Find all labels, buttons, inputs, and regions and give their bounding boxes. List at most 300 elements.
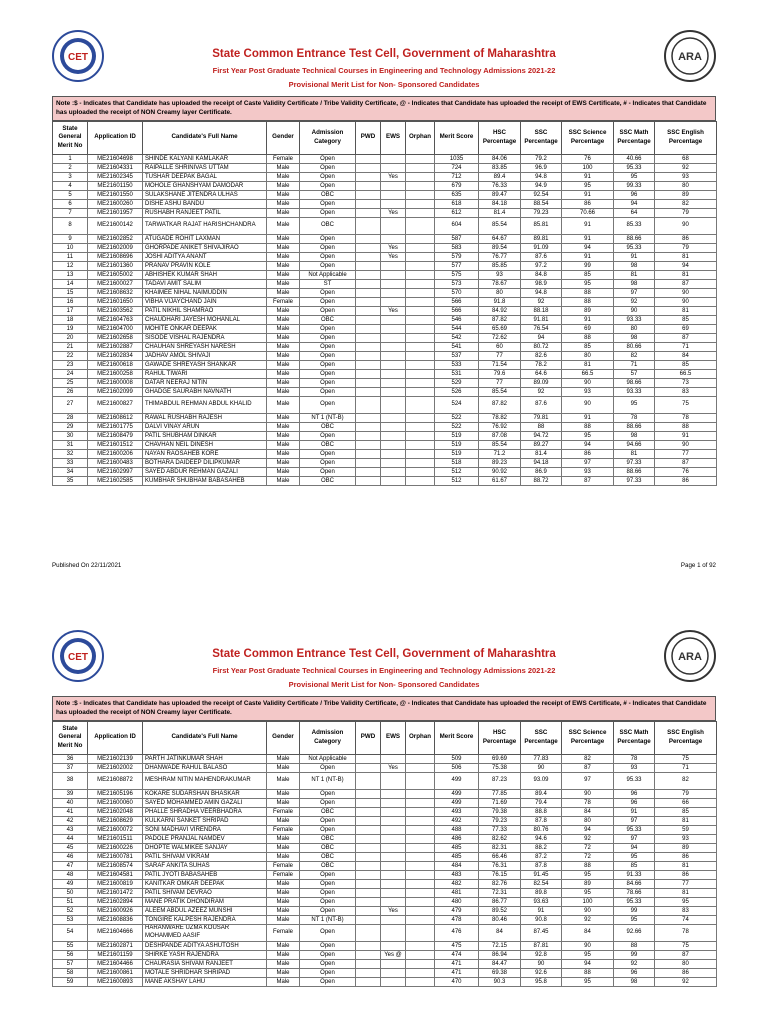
table-cell: ME21601650 [88,297,143,306]
table-cell: 79.23 [479,816,521,825]
table-cell [381,807,406,816]
table-cell: Open [300,431,356,440]
table-cell [381,351,406,360]
table-cell: 499 [435,798,479,807]
table-cell: Male [267,476,300,485]
table-cell [381,977,406,986]
table-cell: 471 [435,959,479,968]
table-cell: Open [300,467,356,476]
table-cell: ME21608574 [88,861,143,870]
table-cell [381,968,406,977]
table-cell: 87.82 [479,396,521,413]
table-cell [406,888,435,897]
table-header-row [53,721,717,754]
table-cell: 81 [655,252,717,261]
table-row [53,234,717,243]
table-cell: 88.54 [521,199,562,208]
table-cell: 475 [435,941,479,950]
column-header: SSC Percentage [521,721,562,754]
table-cell: 91 [614,252,655,261]
table-cell [381,440,406,449]
column-header: SSC Math Percentage [614,721,655,754]
table-cell: 83 [655,906,717,915]
table-cell: 92 [521,297,562,306]
table-cell: DALVI VINAY ARUN [143,422,267,431]
table-cell: 79.23 [521,208,562,217]
table-cell: ME21601775 [88,422,143,431]
table-cell: 89.09 [521,378,562,387]
table-cell: 78.82 [479,413,521,422]
page-title: State Common Entrance Test Cell, Government of Maharashtra [212,648,556,660]
table-cell: 95 [655,897,717,906]
table-cell: 88.18 [521,306,562,315]
table-cell: 59 [53,977,88,986]
table-cell: 66 [655,798,717,807]
table-cell: 85.33 [614,217,655,234]
table-cell: 85 [655,807,717,816]
table-cell: 82 [614,351,655,360]
table-cell: 542 [435,333,479,342]
table-row [53,431,717,440]
table-cell: 85 [562,270,614,279]
table-cell: 99 [614,906,655,915]
table-cell: 93 [655,834,717,843]
table-cell: 2 [53,163,88,172]
table-cell [381,154,406,163]
table-cell [381,924,406,941]
table-cell: MESHRAM NITIN MAHENDRAKUMAR [143,772,267,789]
column-header: State General Merit No [53,721,88,754]
table-cell: ME21602585 [88,476,143,485]
table-cell [381,270,406,279]
table-cell: Open [300,816,356,825]
table-cell [406,306,435,315]
table-cell: 27 [53,396,88,413]
table-cell [406,458,435,467]
table-cell: 46 [53,852,88,861]
table-row [53,270,717,279]
table-cell: 34 [53,467,88,476]
table-cell: 29 [53,422,88,431]
table-row [53,467,717,476]
table-cell: SAYED MOHAMMED AMIN GAZALI [143,798,267,807]
table-cell: Open [300,324,356,333]
table-cell: 92 [562,834,614,843]
table-cell: 1 [53,154,88,163]
table-cell: ME21601957 [88,208,143,217]
table-cell: 78.67 [479,279,521,288]
table-cell: 97 [562,772,614,789]
table-cell: ME21602139 [88,754,143,763]
table-cell: ME21601550 [88,190,143,199]
table-row [53,208,717,217]
table-row [53,297,717,306]
table-cell: 481 [435,888,479,897]
table-cell [356,306,381,315]
table-cell: SHINDE KALYANI KAMLAKAR [143,154,267,163]
table-cell [356,816,381,825]
table-cell: 77 [655,879,717,888]
table-cell: 90 [655,297,717,306]
table-cell: Male [267,315,300,324]
table-cell: 485 [435,852,479,861]
table-cell: 89.8 [521,888,562,897]
table-cell: 64 [614,208,655,217]
table-cell [356,422,381,431]
table-row [53,351,717,360]
column-header: Merit Score [435,121,479,154]
table-cell: 92 [655,977,717,986]
table-cell: 76.54 [521,324,562,333]
table-cell: Open [300,234,356,243]
table-cell [381,852,406,861]
table-cell: TARWATKAR RAJAT HARISHCHANDRA [143,217,267,234]
table-cell: 79.2 [521,154,562,163]
table-cell: 23 [53,360,88,369]
table-cell: Open [300,789,356,798]
table-cell: Male [267,396,300,413]
table-cell: 84.66 [614,879,655,888]
table-row [53,458,717,467]
table-cell: 75 [655,396,717,413]
merit-list-page-1 [52,30,716,486]
table-row [53,977,717,986]
table-cell: ME21602997 [88,467,143,476]
table-row [53,396,717,413]
table-cell [406,798,435,807]
table-cell: 86.9 [521,467,562,476]
table-cell: Male [267,306,300,315]
table-cell: 88 [521,422,562,431]
table-cell: Open [300,977,356,986]
table-cell: 44 [53,834,88,843]
table-cell [356,834,381,843]
table-cell: 587 [435,234,479,243]
table-cell: 90 [655,217,717,234]
table-cell [381,422,406,431]
table-cell: 79 [655,208,717,217]
table-cell: Open [300,396,356,413]
table-cell [381,915,406,924]
table-cell: 80.46 [479,915,521,924]
page-number: Page 1 of 92 [680,562,716,569]
table-cell: Open [300,243,356,252]
table-cell: 76.92 [479,422,521,431]
table-cell: 88.72 [521,476,562,485]
table-cell [406,190,435,199]
table-cell: 87 [562,476,614,485]
column-header: Gender [267,121,300,154]
table-cell [406,208,435,217]
table-cell: 91 [655,431,717,440]
table-cell: ME21600926 [88,906,143,915]
table-cell: Male [267,351,300,360]
table-cell: 97 [614,834,655,843]
table-cell: ME21608629 [88,816,143,825]
table-cell: 48 [53,870,88,879]
table-cell: DATAR NEERAJ NITIN [143,378,267,387]
table-cell: KUMBHAR SHUBHAM BABASAHEB [143,476,267,485]
table-cell [356,163,381,172]
table-cell: 15 [53,288,88,297]
table-cell: 77.85 [479,789,521,798]
table-cell: 94 [562,959,614,968]
table-cell: 89.52 [479,906,521,915]
table-cell: Male [267,843,300,852]
table-cell: 604 [435,217,479,234]
table-cell: Female [267,825,300,834]
table-cell: 471 [435,968,479,977]
table-cell: 20 [53,333,88,342]
table-cell: 95 [562,181,614,190]
table-cell: 30 [53,431,88,440]
table-cell [406,816,435,825]
table-cell: Yes [381,906,406,915]
table-cell: 88 [655,422,717,431]
table-cell: 492 [435,816,479,825]
table-cell: 87.8 [521,816,562,825]
table-cell: Open [300,888,356,897]
table-cell: 33 [53,458,88,467]
table-cell: PATIL SHIVAM VIKRAM [143,852,267,861]
table-cell: 84.18 [479,199,521,208]
table-cell: NT 1 (NT-B) [300,772,356,789]
table-cell: 72 [562,852,614,861]
table-cell: ME21600861 [88,968,143,977]
table-cell: KOKARE SUDARSHAN BHASKAR [143,789,267,798]
table-cell: 86 [655,234,717,243]
table-cell: 531 [435,369,479,378]
table-cell: 85.54 [479,387,521,396]
column-header: SSC Percentage [521,121,562,154]
table-row [53,879,717,888]
table-cell: 69 [562,324,614,333]
table-cell: 86 [655,968,717,977]
table-row [53,413,717,422]
table-cell: PATIL SHIVAM DEVRAO [143,888,267,897]
table-cell: ME21608836 [88,915,143,924]
table-cell: 7 [53,208,88,217]
table-cell: OBC [300,422,356,431]
table-cell: ME21602658 [88,333,143,342]
table-cell [381,879,406,888]
table-cell [356,906,381,915]
table-cell: PRANAV PRAVIN KOLE [143,261,267,270]
note-box: Note :$ - Indicates that Candidate has uploaded the receipt of Caste Validity Certificate / Tribe Validity Certificate, @ - Indicates that Candidate has uploaded the receipt of EWS Certificate, # - Indicates that Candidate has uploaded the receipt of NON Creamy layer Certificate. [52,696,716,721]
table-cell [356,190,381,199]
table-cell: 95 [562,888,614,897]
table-cell: 74 [655,915,717,924]
table-cell: 566 [435,306,479,315]
table-cell [356,825,381,834]
table-cell: Yes [381,243,406,252]
table-cell: ME21602345 [88,172,143,181]
table-cell: 537 [435,351,479,360]
table-cell: Open [300,924,356,941]
table-cell: 18 [53,315,88,324]
table-cell: ME21602894 [88,897,143,906]
table-cell: 87.8 [521,861,562,870]
table-cell: Male [267,342,300,351]
table-cell: 95.33 [614,243,655,252]
table-cell: Open [300,342,356,351]
svg-text:ARA: ARA [678,51,702,63]
table-cell [406,181,435,190]
table-cell: 84 [479,924,521,941]
table-cell: OBC [300,807,356,816]
table-row [53,888,717,897]
table-cell: 64.67 [479,234,521,243]
table-cell [356,897,381,906]
table-cell: 87.23 [479,772,521,789]
table-cell: ME21602099 [88,387,143,396]
table-cell: Male [267,906,300,915]
table-cell: 91.81 [521,315,562,324]
table-cell: 618 [435,199,479,208]
table-cell: 78 [614,413,655,422]
table-cell [356,208,381,217]
table-cell: 493 [435,807,479,816]
table-cell: 519 [435,449,479,458]
table-cell: ME21608479 [88,431,143,440]
table-cell: 55 [53,941,88,950]
table-cell: TUSHAR DEEPAK BAGAL [143,172,267,181]
table-cell: ME21608632 [88,288,143,297]
table-cell: 100 [562,163,614,172]
table-cell: 94 [562,825,614,834]
table-cell: 94.18 [521,458,562,467]
table-cell: Open [300,360,356,369]
table-row [53,378,717,387]
table-cell: 90 [614,306,655,315]
merit-list-page-2 [52,630,716,987]
table-row [53,252,717,261]
table-cell: 61.67 [479,476,521,485]
table-cell: 87.08 [479,431,521,440]
table-cell: ME21601472 [88,888,143,897]
table-cell [381,861,406,870]
table-cell: 71.54 [479,360,521,369]
table-cell: 12 [53,261,88,270]
table-cell: 1035 [435,154,479,163]
table-cell: 91 [562,413,614,422]
table-cell: 96 [614,190,655,199]
table-cell: NT 1 (NT-B) [300,413,356,422]
table-cell: 21 [53,342,88,351]
table-cell: 95 [614,396,655,413]
table-cell [406,360,435,369]
table-cell [356,342,381,351]
table-cell: 76.77 [479,252,521,261]
table-cell: 88.66 [614,234,655,243]
table-cell: ME21601150 [88,181,143,190]
table-cell: CHAURASIA SHIVAM RANJEET [143,959,267,968]
table-cell: ME21608696 [88,252,143,261]
table-cell [356,807,381,816]
column-header: SSC Science Percentage [562,721,614,754]
table-row [53,261,717,270]
table-cell: 478 [435,915,479,924]
table-cell: ME21600893 [88,977,143,986]
table-cell: 87.6 [521,252,562,261]
table-cell: 71.2 [479,449,521,458]
table-cell: OBC [300,476,356,485]
table-cell: 78.66 [614,888,655,897]
table-cell: 92 [614,297,655,306]
table-cell: 71 [614,360,655,369]
table-cell: Open [300,306,356,315]
table-cell: Male [267,413,300,422]
table-cell [381,261,406,270]
cet-logo [52,630,104,682]
table-cell: 85 [562,342,614,351]
table-cell: ME21604698 [88,154,143,163]
table-cell: PADOLE PRANJAL NAMDEV [143,834,267,843]
table-cell [406,924,435,941]
table-cell [406,807,435,816]
table-cell: Open [300,387,356,396]
table-cell: 91.45 [521,870,562,879]
table-cell: OBC [300,217,356,234]
table-cell: 90.92 [479,467,521,476]
table-cell: 89.27 [521,440,562,449]
table-cell: GHADGE SAURABH NAVNATH [143,387,267,396]
table-cell: 90 [655,440,717,449]
table-cell: 91 [562,190,614,199]
table-cell: 97.2 [521,261,562,270]
table-cell: 91 [562,172,614,181]
table-cell [406,754,435,763]
table-cell [406,378,435,387]
table-cell: 58 [53,968,88,977]
table-cell: 86 [562,449,614,458]
table-cell: 94.9 [521,181,562,190]
table-cell: Yes [381,208,406,217]
table-cell [406,252,435,261]
table-cell [406,449,435,458]
table-cell: 94 [562,440,614,449]
table-cell: CHAUHAN SHREYASH NARESH [143,342,267,351]
table-cell: 89.4 [479,172,521,181]
table-cell: 93.63 [521,897,562,906]
table-cell: 38 [53,772,88,789]
table-cell [381,217,406,234]
table-cell: 92 [655,163,717,172]
table-row [53,772,717,789]
table-cell: 83.85 [479,163,521,172]
table-cell: 81.4 [479,208,521,217]
table-cell: 85 [655,315,717,324]
table-cell: HARANWARE UZMA KOUSAR MOHAMMED AASIF [143,924,267,941]
table-cell: 519 [435,431,479,440]
table-cell: KANITKAR OMKAR DEEPAK [143,879,267,888]
table-cell [406,852,435,861]
table-row [53,369,717,378]
table-cell: 79.4 [521,798,562,807]
table-cell: 483 [435,870,479,879]
table-cell: Male [267,968,300,977]
table-cell [356,351,381,360]
table-cell [356,217,381,234]
table-cell: 84.06 [479,154,521,163]
table-cell: 92 [521,387,562,396]
table-cell: Open [300,172,356,181]
table-cell: Open [300,906,356,915]
table-cell [381,941,406,950]
table-cell: Male [267,458,300,467]
table-cell: OBC [300,440,356,449]
table-cell: Yes [381,763,406,772]
